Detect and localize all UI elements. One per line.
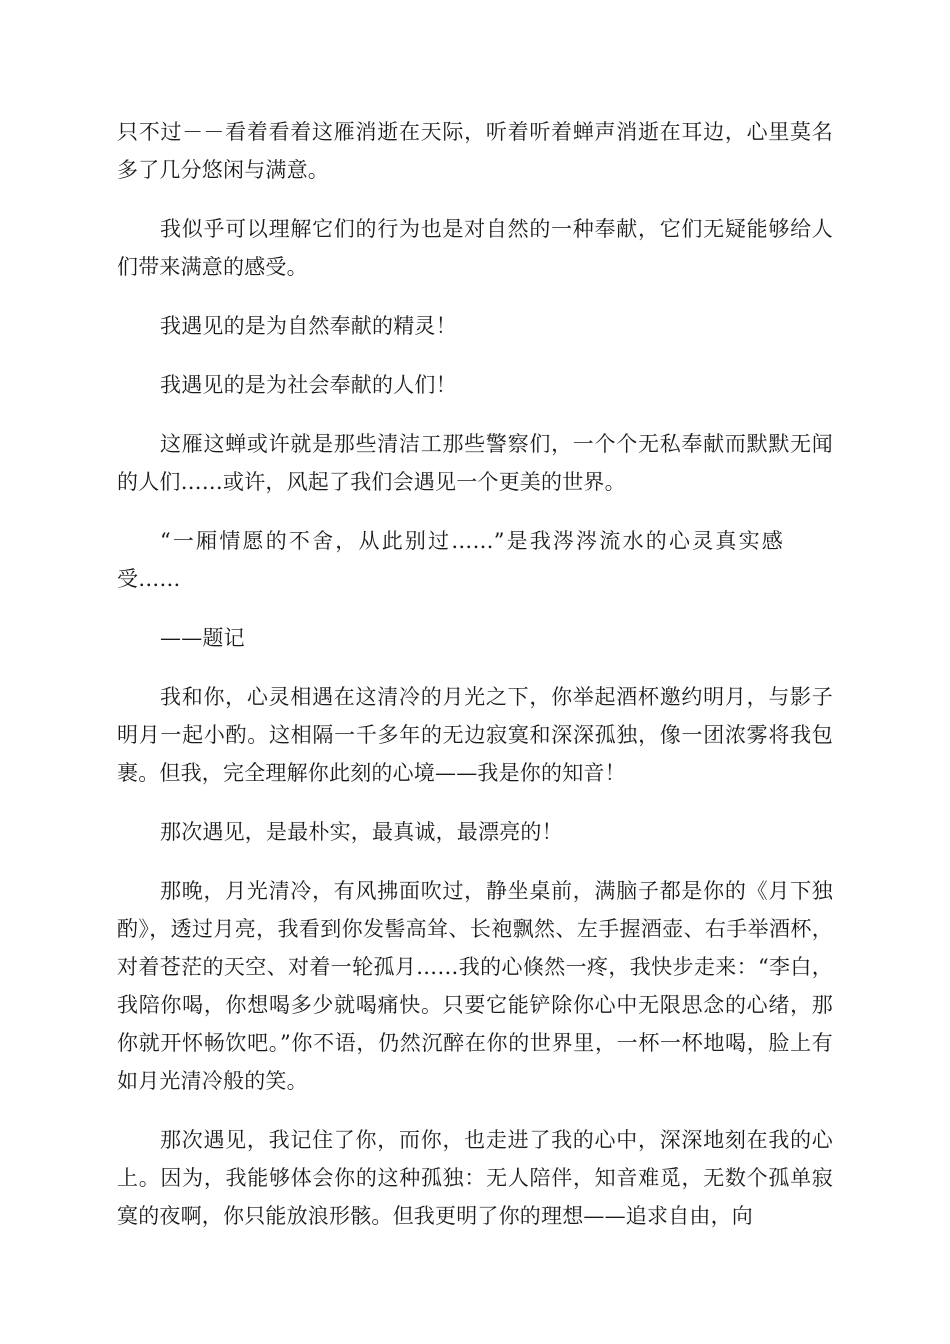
paragraph-8: 我和你，心灵相遇在这清冷的月光之下，你举起酒杯邀约明月，与影子明月一起小酌。这相隔一千多年的无边寂寞和深深孤独，像一团浓雾将我包裹。但我，完全理解你此刻的心境——我是你的知音！ (117, 685, 833, 785)
paragraph-1: 只不过－－看着看着这雁消逝在天际，听着听着蝉声消逝在耳边，心里莫名多了几分悠闲与满意。 (117, 120, 833, 182)
body-text (117, 113, 833, 1235)
paragraph-5: 这雁这蝉或许就是那些清洁工那些警察们，一个个无私奉献而默默无闻的人们……或许，风起了我们会遇见一个更美的世界。 (117, 432, 833, 494)
paragraph-7: ——题记 (160, 626, 245, 650)
paragraph-10: 那晚，月光清冷，有风拂面吹过，静坐桌前，满脑子都是你的《月下独酌》，透过月亮，我看到你发髻高耸、长袍飘然、左手握酒壶、右手举酒杯，对着苍茫的天空、对着一轮孤月……我的心倏然一疼，我快步走来：“李白，我陪你喝，你想喝多少就喝痛快。只要它能铲除你心中无限思念的心绪，那你就开怀畅饮吧。”你不语，仍然沉醉在你的世界里，一杯一杯地喝，脸上有如月光清冷般的笑。 (117, 879, 833, 1093)
paragraph-3: 我遇见的是为自然奉献的精灵！ (160, 314, 457, 338)
paragraph-6: “一厢情愿的不舍，从此别过……”是我涔涔流水的心灵真实感受…… (117, 529, 783, 591)
paragraph-11: 那次遇见，我记住了你，而你，也走进了我的心中，深深地刻在我的心上。因为，我能够体会你的这种孤独：无人陪伴，知音难觅，无数个孤单寂寞的夜啊，你只能放浪形骸。但我更明了你的理想——追求自由，向 (117, 1128, 833, 1228)
paragraph-9: 那次遇见，是最朴实，最真诚，最漂亮的！ (160, 820, 563, 844)
paragraph-2: 我似乎可以理解它们的行为也是对自然的一种奉献，它们无疑能够给人们带来满意的感受。 (117, 217, 833, 279)
paragraph-4: 我遇见的是为社会奉献的人们！ (160, 373, 457, 397)
